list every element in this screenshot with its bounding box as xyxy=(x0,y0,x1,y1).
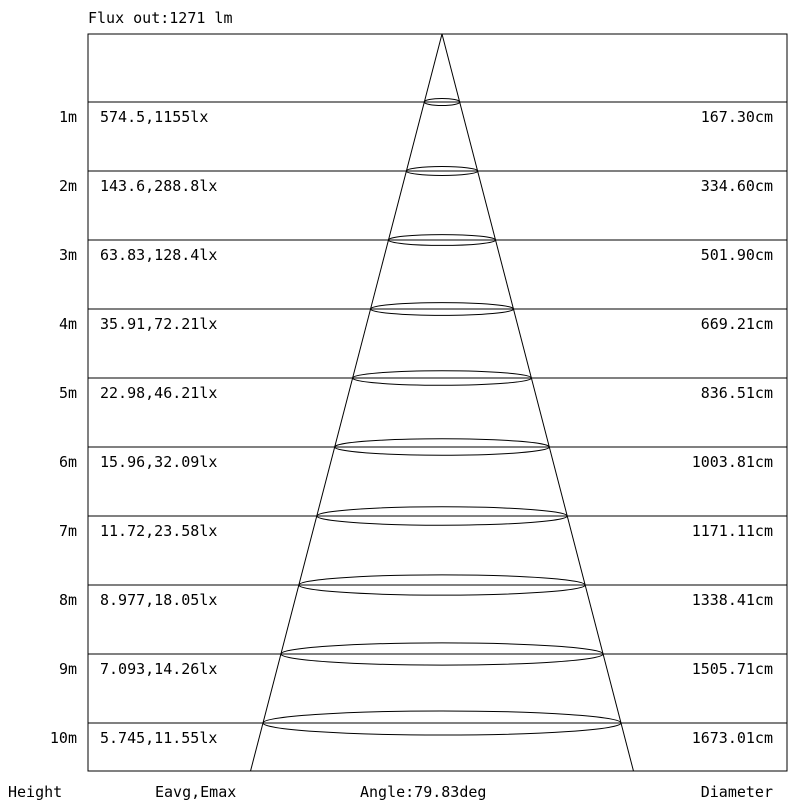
row-illuminance-label: 35.91,72.21lx xyxy=(100,315,218,333)
row-diameter-label: 334.60cm xyxy=(700,177,773,195)
row-illuminance-label: 5.745,11.55lx xyxy=(100,729,218,747)
row-illuminance-label: 574.5,1155lx xyxy=(100,108,209,126)
eavg-emax-label: Eavg,Emax xyxy=(155,783,237,801)
row-height-label: 3m xyxy=(58,246,77,264)
height-label: Height xyxy=(8,783,63,801)
row-diameter-label: 836.51cm xyxy=(700,384,773,402)
row-labels xyxy=(50,108,773,747)
row-height-label: 2m xyxy=(58,177,77,195)
row-illuminance-label: 8.977,18.05lx xyxy=(100,591,218,609)
row-height-label: 4m xyxy=(58,315,77,333)
row-diameter-label: 167.30cm xyxy=(700,108,773,126)
row-diameter-label: 1673.01cm xyxy=(691,729,773,747)
row-diameter-label: 501.90cm xyxy=(700,246,773,264)
row-height-label: 10m xyxy=(49,729,77,747)
row-height-label: 6m xyxy=(58,453,77,471)
beam-cone xyxy=(251,34,634,771)
row-height-label: 1m xyxy=(58,108,77,126)
row-illuminance-label: 11.72,23.58lx xyxy=(100,522,218,540)
row-diameter-label: 1338.41cm xyxy=(691,591,773,609)
beam-edge-left xyxy=(251,34,442,771)
row-height-label: 5m xyxy=(58,384,77,402)
row-diameter-label: 1505.71cm xyxy=(691,660,773,678)
row-diameter-label: 1003.81cm xyxy=(691,453,773,471)
row-divider-lines xyxy=(88,102,787,723)
row-height-label: 7m xyxy=(58,522,77,540)
row-illuminance-label: 63.83,128.4lx xyxy=(100,246,218,264)
beam-edge-right xyxy=(442,34,633,771)
angle-label: Angle:79.83deg xyxy=(360,783,487,801)
diameter-label: Diameter xyxy=(700,783,773,801)
row-illuminance-label: 7.093,14.26lx xyxy=(100,660,218,678)
row-diameter-label: 669.21cm xyxy=(700,315,773,333)
row-height-label: 9m xyxy=(58,660,77,678)
row-illuminance-label: 15.96,32.09lx xyxy=(100,453,218,471)
row-height-label: 8m xyxy=(58,591,77,609)
row-illuminance-label: 22.98,46.21lx xyxy=(100,384,218,402)
row-diameter-label: 1171.11cm xyxy=(691,522,773,540)
row-illuminance-label: 143.6,288.8lx xyxy=(100,177,218,195)
flux-label: Flux out:1271 lm xyxy=(88,9,233,27)
